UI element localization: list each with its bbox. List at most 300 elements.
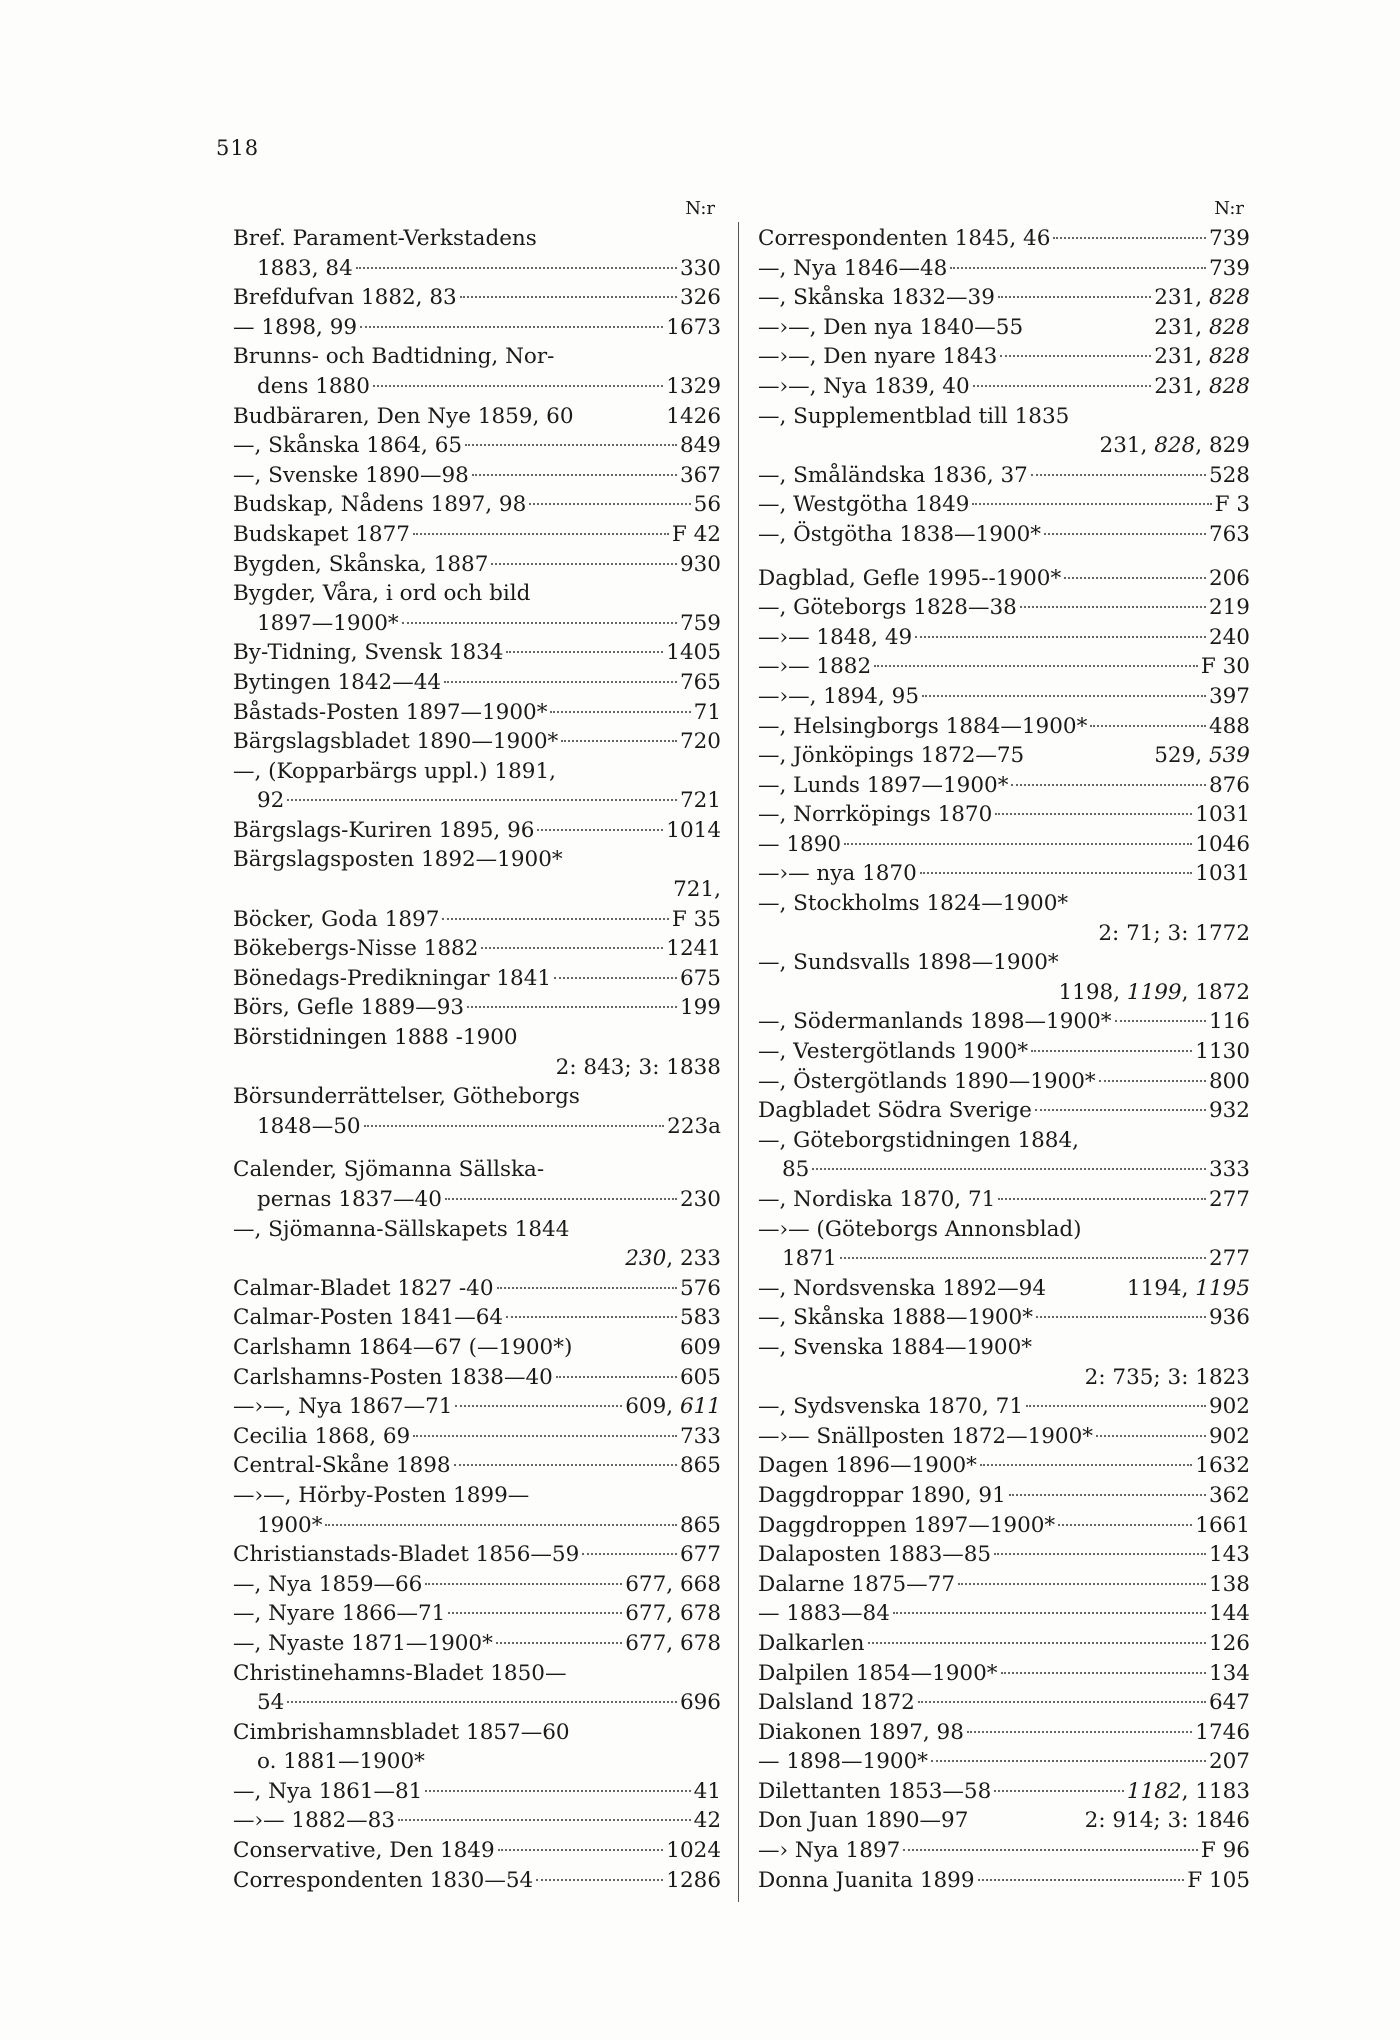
dot-leader xyxy=(325,1524,676,1526)
index-entry xyxy=(233,1155,721,1185)
entry-title: — 1883—84 xyxy=(758,1601,890,1627)
dot-leader xyxy=(425,1790,690,1792)
entry-reference xyxy=(625,1244,721,1274)
index-entry xyxy=(758,800,1250,830)
index-entry xyxy=(758,771,1250,801)
index-entry xyxy=(758,254,1250,284)
index-entry xyxy=(233,905,721,935)
reference-part: 56 xyxy=(693,492,721,518)
index-entry xyxy=(233,1806,721,1836)
entry-list xyxy=(233,224,721,1895)
reference-part: 605 xyxy=(679,1364,721,1390)
entry-reference xyxy=(680,993,721,1023)
reference-part: 800 xyxy=(1208,1068,1250,1094)
entry-title: Daggdroppen 1897—1900* xyxy=(758,1512,1056,1538)
entry-reference xyxy=(1085,1363,1250,1393)
entry-title: 1883, 84 xyxy=(257,255,353,281)
entry-reference xyxy=(672,905,721,935)
entry-title: 1871 xyxy=(782,1246,837,1272)
entry-reference xyxy=(680,1303,721,1333)
reference-part: 733 xyxy=(679,1423,721,1449)
index-entry xyxy=(233,1082,721,1112)
entry-title: —, Östergötlands 1890—1900* xyxy=(758,1068,1096,1094)
entry-reference xyxy=(1209,1392,1250,1422)
dot-leader xyxy=(1096,1435,1206,1437)
entry-title: —›—, Den nyare 1843 xyxy=(758,344,998,370)
entry-reference xyxy=(1209,1540,1250,1570)
index-entry xyxy=(758,1155,1250,1185)
entry-reference xyxy=(680,1451,721,1481)
entry-title: Dalkarlen xyxy=(758,1630,865,1656)
italic-reference: 828 xyxy=(1154,433,1196,459)
entry-reference xyxy=(680,727,721,757)
dot-leader xyxy=(915,636,1206,638)
reference-part: 1194, xyxy=(1126,1275,1196,1301)
reference-part: 42 xyxy=(693,1808,721,1834)
entry-reference xyxy=(1085,1806,1250,1836)
reference-part: 2: 71; 3: 1772 xyxy=(1098,920,1250,946)
index-entry xyxy=(758,372,1250,402)
entry-title: —, Supplementblad till 1835 xyxy=(758,403,1070,429)
dot-leader xyxy=(1115,1020,1206,1022)
entry-title: —, Helsingborgs 1884—1900* xyxy=(758,713,1088,739)
index-entry xyxy=(233,1023,721,1053)
entry-reference xyxy=(666,402,721,432)
entry-title: —, Sundsvalls 1898—1900* xyxy=(758,950,1059,976)
entry-reference xyxy=(1209,520,1250,550)
entry-title: Calmar-Posten 1841—64 xyxy=(233,1305,504,1331)
index-entry xyxy=(758,1511,1250,1541)
dot-leader xyxy=(498,1849,664,1851)
reference-part: 865 xyxy=(679,1512,721,1538)
reference-part: , 829 xyxy=(1195,433,1250,459)
reference-part: 677, 668 xyxy=(625,1571,721,1597)
reference-part: F 105 xyxy=(1187,1867,1250,1893)
index-entry xyxy=(758,1185,1250,1215)
entry-title: Christianstads-Bladet 1856—59 xyxy=(233,1542,580,1568)
index-entry xyxy=(758,1599,1250,1629)
dot-leader xyxy=(491,563,677,565)
index-entry xyxy=(758,1806,1250,1836)
dot-leader xyxy=(950,267,1206,269)
entry-title: —, Svenske 1890—98 xyxy=(233,462,469,488)
dot-leader xyxy=(918,1701,1206,1703)
dot-leader xyxy=(1090,725,1206,727)
entry-title: Dagblad, Gefle 1995--1900* xyxy=(758,565,1062,591)
dot-leader xyxy=(958,1583,1206,1585)
index-entry xyxy=(233,520,721,550)
index-entry xyxy=(758,1629,1250,1659)
entry-title: —, Skånska 1864, 65 xyxy=(233,433,463,459)
entry-reference xyxy=(625,1570,721,1600)
index-entry xyxy=(758,593,1250,623)
entry-title: — 1890 xyxy=(758,831,842,857)
entry-title: Bärgslagsposten 1892—1900* xyxy=(233,847,563,873)
entry-title: By-Tidning, Svensk 1834 xyxy=(233,640,504,666)
reference-part: 696 xyxy=(679,1690,721,1716)
italic-reference: 828 xyxy=(1208,285,1250,311)
index-entry xyxy=(233,1866,721,1896)
reference-part: 326 xyxy=(679,285,721,311)
entry-title: Bygder, Våra, i ord och bild xyxy=(233,581,531,607)
reference-part: 1031 xyxy=(1195,861,1250,887)
index-entry xyxy=(233,490,721,520)
entry-reference xyxy=(680,1363,721,1393)
reference-part: 865 xyxy=(679,1453,721,1479)
reference-part: 1198, xyxy=(1058,979,1127,1005)
dot-leader xyxy=(1058,1524,1192,1526)
index-entry xyxy=(758,741,1250,771)
entry-reference xyxy=(1209,712,1250,742)
index-entry xyxy=(233,431,721,461)
index-entry xyxy=(233,668,721,698)
index-entry xyxy=(758,1718,1250,1748)
section-spacer xyxy=(233,1141,721,1155)
entry-title: Dalsland 1872 xyxy=(758,1690,915,1716)
reference-part: 240 xyxy=(1208,624,1250,650)
dot-leader xyxy=(1099,1080,1206,1082)
index-entry xyxy=(233,993,721,1023)
index-entry xyxy=(233,1511,721,1541)
index-entry xyxy=(233,254,721,284)
index-entry xyxy=(758,1777,1250,1807)
index-entry xyxy=(758,1007,1250,1037)
entry-title: Correspondenten 1830—54 xyxy=(233,1867,534,1893)
entry-reference xyxy=(680,1688,721,1718)
entry-title: —› Nya 1897 xyxy=(758,1838,901,1864)
entry-title: —›— nya 1870 xyxy=(758,861,917,887)
entry-reference xyxy=(1209,461,1250,491)
index-entry xyxy=(233,786,721,816)
dot-leader xyxy=(467,1006,677,1008)
entry-reference xyxy=(1209,682,1250,712)
entry-title: dens 1880 xyxy=(257,373,370,399)
reference-part: 231, xyxy=(1154,373,1209,399)
dot-leader xyxy=(554,977,677,979)
index-entry xyxy=(233,1303,721,1333)
entry-reference xyxy=(1195,800,1250,830)
italic-reference: 828 xyxy=(1208,314,1250,340)
entry-reference xyxy=(1195,1718,1250,1748)
index-entry xyxy=(758,1333,1250,1363)
reference-part: 277 xyxy=(1208,1246,1250,1272)
entry-title: Cecilia 1868, 69 xyxy=(233,1423,411,1449)
dot-leader xyxy=(448,1612,622,1614)
reference-part: 763 xyxy=(1208,521,1250,547)
index-entry xyxy=(758,283,1250,313)
entry-title: Carlshamn 1864—67 (—1900*) xyxy=(233,1334,573,1360)
italic-reference: 1195 xyxy=(1195,1275,1250,1301)
entry-reference xyxy=(625,1629,721,1659)
dot-leader xyxy=(287,1701,677,1703)
dot-leader xyxy=(1044,533,1206,535)
reference-part: 765 xyxy=(679,669,721,695)
reference-part: 902 xyxy=(1208,1394,1250,1420)
entry-title: —, Jönköpings 1872—75 xyxy=(758,743,1025,769)
entry-title: Budskapet 1877 xyxy=(233,521,410,547)
entry-title: 85 xyxy=(782,1157,810,1183)
dot-leader xyxy=(402,622,677,624)
column-divider xyxy=(738,222,739,1902)
dot-leader xyxy=(442,918,669,920)
entry-title: Donna Juanita 1899 xyxy=(758,1867,975,1893)
index-entry xyxy=(233,1274,721,1304)
index-entry xyxy=(758,712,1250,742)
entry-continuation xyxy=(233,875,721,905)
entry-reference xyxy=(672,520,721,550)
entry-reference xyxy=(1195,830,1250,860)
index-entry xyxy=(233,845,721,875)
reference-part: 1746 xyxy=(1195,1719,1250,1745)
reference-part: 1286 xyxy=(666,1867,721,1893)
dot-leader xyxy=(980,1464,1192,1466)
entry-reference xyxy=(1209,1244,1250,1274)
column-header: N:r xyxy=(685,198,715,219)
entry-reference xyxy=(625,1599,721,1629)
entry-title: Conservative, Den 1849 xyxy=(233,1838,495,1864)
index-entry xyxy=(233,313,721,343)
reference-part: 720 xyxy=(679,729,721,755)
dot-leader xyxy=(972,503,1211,505)
entry-title: 1848—50 xyxy=(257,1113,361,1139)
entry-reference xyxy=(1127,1274,1250,1304)
entry-title: Dalaposten 1883—85 xyxy=(758,1542,992,1568)
reference-part: 138 xyxy=(1208,1571,1250,1597)
dot-leader xyxy=(998,1198,1206,1200)
entry-reference xyxy=(1209,1185,1250,1215)
reference-part: 583 xyxy=(679,1305,721,1331)
entry-title: —, (Kopparbärgs uppl.) 1891, xyxy=(233,758,556,784)
entry-reference xyxy=(1154,741,1250,771)
index-entry xyxy=(233,1112,721,1142)
entry-reference xyxy=(1209,623,1250,653)
index-entry xyxy=(758,1422,1250,1452)
entry-title: Daggdroppar 1890, 91 xyxy=(758,1482,1006,1508)
entry-reference xyxy=(1215,490,1250,520)
reference-part: 333 xyxy=(1208,1157,1250,1183)
reference-part: 1031 xyxy=(1195,802,1250,828)
entry-reference xyxy=(666,816,721,846)
entry-title: —›— 1882—83 xyxy=(233,1808,396,1834)
index-entry xyxy=(758,1659,1250,1689)
entry-title: Budbäraren, Den Nye 1859, 60 xyxy=(233,403,574,429)
dot-leader xyxy=(413,533,669,535)
entry-title: —, Sydsvenska 1870, 71 xyxy=(758,1394,1024,1420)
entry-reference xyxy=(680,1422,721,1452)
entry-reference xyxy=(666,934,721,964)
reference-part: F 35 xyxy=(671,906,721,932)
entry-title: Diakonen 1897, 98 xyxy=(758,1719,964,1745)
reference-part: 143 xyxy=(1208,1542,1250,1568)
dot-leader xyxy=(1064,577,1206,579)
index-entry xyxy=(758,1303,1250,1333)
entry-title: Börsunderrättelser, Götheborgs xyxy=(233,1084,580,1110)
entry-reference xyxy=(694,1777,721,1807)
index-entry xyxy=(233,1540,721,1570)
index-entry xyxy=(758,623,1250,653)
index-entry xyxy=(233,224,721,254)
entry-title: —, Göteborgs 1828—38 xyxy=(758,595,1017,621)
italic-reference: 1182 xyxy=(1126,1778,1182,1804)
dot-leader xyxy=(460,296,677,298)
dot-leader xyxy=(995,813,1192,815)
entry-reference xyxy=(666,372,721,402)
entry-title: Börstidningen 1888 -1900 xyxy=(233,1025,518,1051)
reference-part: 330 xyxy=(679,255,721,281)
reference-part: 876 xyxy=(1208,772,1250,798)
index-entry xyxy=(758,1481,1250,1511)
entry-reference xyxy=(1195,1511,1250,1541)
reference-part: 144 xyxy=(1208,1601,1250,1627)
entry-title: —›—, Nya 1867—71 xyxy=(233,1394,453,1420)
index-entry xyxy=(233,1777,721,1807)
index-entry xyxy=(233,1451,721,1481)
entry-title: —›—, Nya 1839, 40 xyxy=(758,373,970,399)
reference-part: 134 xyxy=(1208,1660,1250,1686)
dot-leader xyxy=(360,326,663,328)
dot-leader xyxy=(1020,606,1206,608)
entry-reference xyxy=(1209,1481,1250,1511)
index-entry xyxy=(758,948,1250,978)
index-entry xyxy=(233,1333,721,1363)
entry-reference xyxy=(1209,564,1250,594)
dot-leader xyxy=(454,1464,677,1466)
entry-title: —›—, 1894, 95 xyxy=(758,683,920,709)
entry-title: Båstads-Posten 1897—1900* xyxy=(233,699,548,725)
reference-part: F 30 xyxy=(1200,654,1250,680)
dot-leader xyxy=(931,1760,1206,1762)
index-entry xyxy=(758,889,1250,919)
reference-part: 199 xyxy=(679,995,721,1021)
reference-part: 116 xyxy=(1208,1009,1250,1035)
entry-title: Böcker, Goda 1897 xyxy=(233,906,440,932)
index-entry xyxy=(233,283,721,313)
entry-title: Dalarne 1875—77 xyxy=(758,1571,956,1597)
reference-part: 2: 914; 3: 1846 xyxy=(1084,1808,1250,1834)
entry-reference xyxy=(1209,224,1250,254)
entry-reference xyxy=(1209,1570,1250,1600)
entry-reference xyxy=(680,668,721,698)
entry-reference xyxy=(1209,1629,1250,1659)
reference-part: F 3 xyxy=(1214,492,1250,518)
entry-title: Correspondenten 1845, 46 xyxy=(758,226,1051,251)
index-entry xyxy=(233,1747,721,1777)
reference-part: 930 xyxy=(679,551,721,577)
reference-part: 849 xyxy=(679,433,721,459)
entry-title: Dagen 1896—1900* xyxy=(758,1453,977,1479)
entry-reference xyxy=(1209,1599,1250,1629)
entry-title: 54 xyxy=(257,1690,285,1716)
entry-reference xyxy=(666,1836,721,1866)
entry-title: —›— 1848, 49 xyxy=(758,624,913,650)
index-entry xyxy=(233,1215,721,1245)
index-entry xyxy=(233,934,721,964)
index-entry xyxy=(233,727,721,757)
index-entry xyxy=(233,461,721,491)
index-entry xyxy=(233,1836,721,1866)
entry-title: Bref. Parament-Verkstadens xyxy=(233,226,537,251)
dot-leader xyxy=(812,1168,1206,1170)
entry-title: Cimbrishamnsbladet 1857—60 xyxy=(233,1719,570,1745)
reference-part: 677, 678 xyxy=(625,1601,721,1627)
entry-title: Börs, Gefle 1889—93 xyxy=(233,995,465,1021)
italic-reference: 539 xyxy=(1208,743,1250,769)
italic-reference: 611 xyxy=(679,1394,721,1420)
reference-part: 488 xyxy=(1208,713,1250,739)
entry-title: —›— 1882 xyxy=(758,654,872,680)
entry-title: —, Nya 1861—81 xyxy=(233,1778,423,1804)
entry-reference xyxy=(680,1511,721,1541)
entry-title: —, Vestergötlands 1900* xyxy=(758,1039,1029,1065)
index-entry xyxy=(233,1422,721,1452)
reference-part: , 233 xyxy=(666,1246,721,1272)
reference-part: 207 xyxy=(1208,1749,1250,1775)
dot-leader xyxy=(1026,1405,1206,1407)
entry-title: Bärgslags-Kuriren 1895, 96 xyxy=(233,817,535,843)
index-entry xyxy=(758,1570,1250,1600)
dot-leader xyxy=(373,385,663,387)
entry-continuation xyxy=(758,431,1250,461)
entry-title: Don Juan 1890—97 xyxy=(758,1808,969,1834)
entry-reference xyxy=(680,550,721,580)
index-entry xyxy=(758,830,1250,860)
index-column-right xyxy=(758,194,1250,1895)
dot-leader xyxy=(998,296,1151,298)
entry-reference xyxy=(556,1053,721,1083)
reference-part: 739 xyxy=(1208,255,1250,281)
entry-title: —, Småländska 1836, 37 xyxy=(758,462,1028,488)
reference-part: 41 xyxy=(693,1778,721,1804)
reference-part: 230 xyxy=(679,1187,721,1212)
entry-reference xyxy=(1154,342,1250,372)
dot-leader xyxy=(455,1405,622,1407)
entry-reference xyxy=(1195,1451,1250,1481)
index-entry xyxy=(233,964,721,994)
index-entry xyxy=(758,461,1250,491)
entry-title: —, Östgötha 1838—1900* xyxy=(758,521,1041,547)
dot-leader xyxy=(994,1553,1206,1555)
index-entry xyxy=(233,1363,721,1393)
reference-part: 219 xyxy=(1208,595,1250,621)
entry-reference xyxy=(1209,1303,1250,1333)
reference-part: 932 xyxy=(1208,1098,1250,1124)
dot-leader xyxy=(922,695,1206,697)
index-entry xyxy=(758,490,1250,520)
entry-reference xyxy=(673,875,721,905)
entry-reference xyxy=(1209,593,1250,623)
entry-reference xyxy=(1209,1007,1250,1037)
entry-title: —, Nordiska 1870, 71 xyxy=(758,1187,996,1212)
entry-title: Bytingen 1842—44 xyxy=(233,669,442,695)
reference-part: 1632 xyxy=(1195,1453,1250,1479)
reference-part: 529, xyxy=(1154,743,1209,769)
index-entry xyxy=(758,1215,1250,1245)
entry-title: —, Norrköpings 1870 xyxy=(758,802,993,828)
entry-reference xyxy=(680,1274,721,1304)
index-entry xyxy=(233,402,721,432)
entry-reference xyxy=(680,1185,721,1215)
dot-leader xyxy=(536,1879,663,1881)
reference-part: 1426 xyxy=(666,403,721,429)
entry-reference xyxy=(1209,1155,1250,1185)
dot-leader xyxy=(978,1879,1185,1881)
index-entry xyxy=(233,550,721,580)
reference-part: 528 xyxy=(1208,462,1250,488)
dot-leader xyxy=(1036,1316,1206,1318)
entry-reference xyxy=(680,461,721,491)
dot-leader xyxy=(506,1316,677,1318)
entry-reference xyxy=(694,490,721,520)
